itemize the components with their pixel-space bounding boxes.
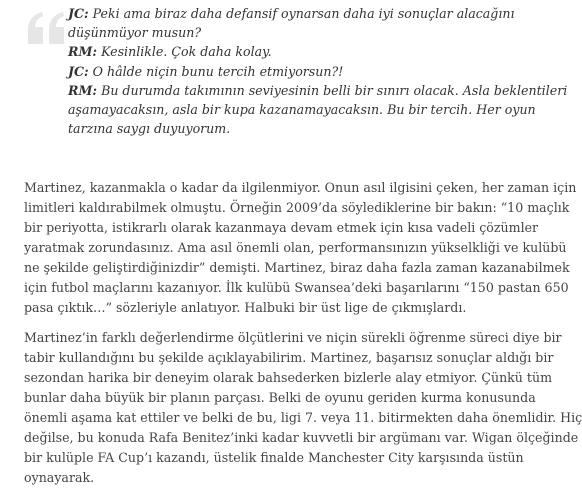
- quote-line: [68, 81, 568, 100]
- paragraph-line: oynayarak.: [24, 470, 95, 485]
- quote-text: Kesinlikle. Çok daha kolay.: [97, 44, 272, 60]
- paragraph-line: tabir kullandığını bu şekilde açıklayabilirim. Martinez, başarısız sonuçlar aldığı bir: [24, 350, 554, 365]
- quote-line: [68, 42, 488, 61]
- quote-line: [68, 23, 488, 42]
- quote-mark-icon: [24, 8, 70, 54]
- paragraph-line: için futbol maçlarını kazanıyor. İlk kulübü Swansea’deki başarılarını “150 pastan 650: [24, 280, 569, 295]
- quote-line: [68, 100, 536, 119]
- speaker-label: JC:: [68, 6, 89, 21]
- quote-line: [68, 119, 488, 138]
- article-paragraph: [24, 178, 577, 318]
- paragraph-line: değilse, bu konuda Rafa Benitez’inki kadar kuvvetli bir argümanı var. Wigan ölçeğinde: [24, 430, 579, 445]
- quote-text: O hâlde niçin bunu tercih etmiyorsun?!: [88, 63, 344, 79]
- paragraph-line: Martinez’in farklı değerlendirme ölçütlerini ve niçin sürekli öğrenme süreci diye bir: [24, 330, 562, 345]
- speaker-label: RM:: [68, 44, 98, 60]
- quote-line: [68, 62, 488, 81]
- quote-text: tarzına saygı duyuyorum.: [68, 121, 231, 137]
- article-paragraph: [24, 328, 582, 488]
- quote-line: [68, 4, 515, 23]
- paragraph-line: bunlar daha büyük bir planın parçası. Belki de oyunu geriden kurma konusunda: [24, 390, 536, 405]
- paragraph-line: bir periyotta, istikrarlı olarak kazanmaya devam etmek için kısa vadeli çözümler: [24, 220, 539, 235]
- speaker-label: RM:: [68, 82, 98, 98]
- interview-quote: [68, 4, 568, 138]
- paragraph-line: ne şekilde geliştirdiğinizdir” demişti. Martinez, biraz daha fazla zaman kazanabilmek: [24, 260, 570, 275]
- quote-text: düşünmüyor musun?: [68, 25, 202, 41]
- quote-text: aşamayacaksın, asla bir kupa kazanamayacaksın. Bu bir tercih. Her oyun: [68, 102, 536, 118]
- paragraph-line: bir kulüple FA Cup’ı kazandı, üstelik finalde Manchester City karşısında üstün: [24, 450, 524, 465]
- paragraph-line: limitleri kaldırabilmek olmuştu. Örneğin 2009’da söylediklerine bir bakın: “10 maçlık: [24, 200, 570, 215]
- paragraph-line: Martinez, kazanmakla o kadar da ilgilenmiyor. Onun asıl ilgisini çeken, her zaman için: [24, 180, 577, 195]
- quote-text: Peki ama biraz daha defansif oynarsan daha iyi sonuçlar alacağını: [88, 6, 515, 21]
- quote-text: Bu durumda takımının seviyesinin belli bir sınırı olacak. Asla beklentileri: [97, 82, 568, 98]
- paragraph-line: yaratmak zorundasınız. Ama asıl önemli olan, performansınızın yükselkliği ve kulübü: [24, 240, 567, 255]
- pull-quote: [24, 0, 568, 166]
- speaker-label: JC:: [68, 63, 89, 79]
- paragraph-line: sezondan harika bir deneyim olarak bahsederken bizlerle alay etmiyor. Çünkü tüm: [24, 370, 553, 385]
- paragraph-line: önemli aşama kat ettiler ve belki de bu, ligi 7. veya 11. bitirmekten daha önemlidir. Hiç: [24, 410, 582, 425]
- paragraph-line: pasa çıktık…” sözleriyle anlatıyor. Halbuki bir üst lige de çıkmışlardı.: [24, 300, 467, 315]
